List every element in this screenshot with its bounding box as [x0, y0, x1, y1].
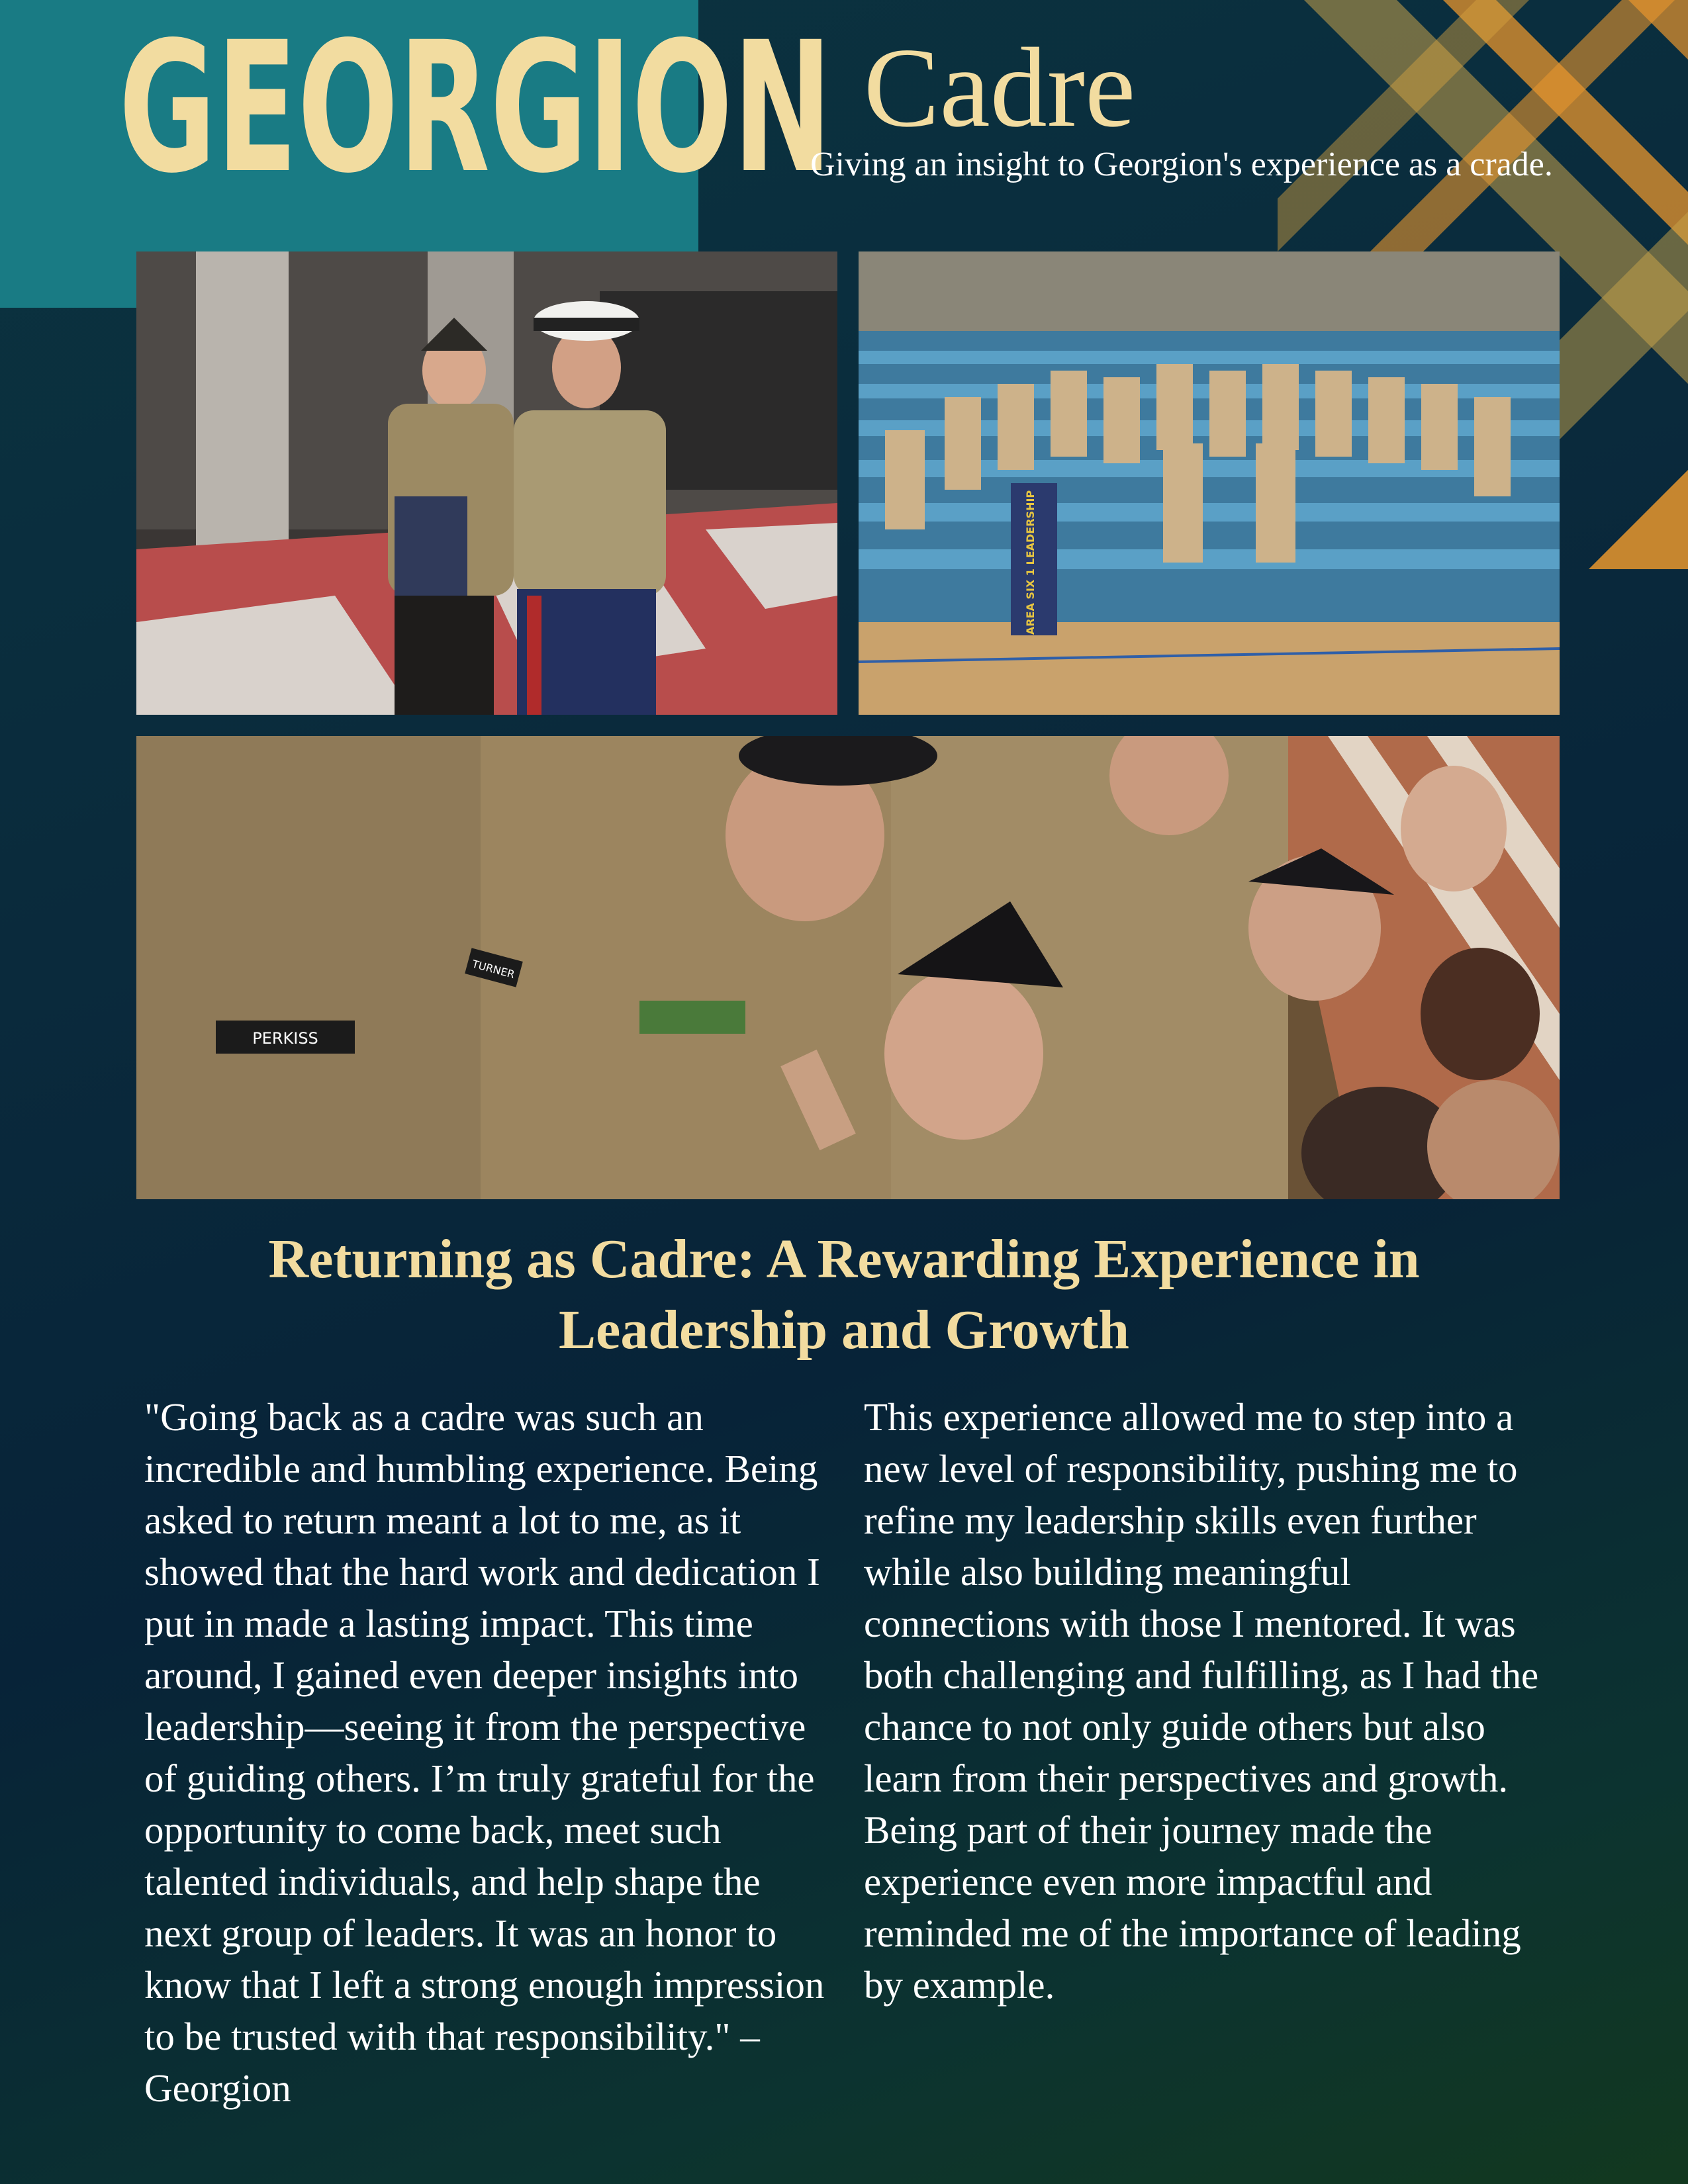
brand-name: GEORGION [118, 4, 833, 213]
flag-text: AREA SIX 1 LEADERSHIP [1024, 490, 1037, 635]
page-subtitle: Giving an insight to Georgion's experience as a crade. [810, 146, 1553, 183]
photo-cadet-with-marine [136, 251, 837, 715]
name-tag-2: TURNER [471, 957, 516, 981]
article-quote-column: "Going back as a cadre was such an incredible and humbling experience. Being asked to return meant a lot to me, as it showed that the hard work and dedication I put in made a lasting impact. This time around, I gained even deeper insights into leadership—seeing it from the perspective of guiding others. I’m truly grateful for the opportunity to come back, meet such talented individuals, and help shape the next group of leaders. It was an honor to know that I left a strong enough impression to be trusted with that responsibility." – Georgion [144, 1395, 825, 2110]
photo-group-with-flag [859, 251, 1560, 715]
name-tag-1: PERKISS [252, 1029, 318, 1048]
article-heading: Returning as Cadre: A Rewarding Experience in Leadership and Growth [268, 1228, 1420, 1361]
article-body-column: This experience allowed me to step into a new level of responsibility, pushing me to refine my leadership skills even further while also building meaningful connections with those I mentored. It was both challenging and fulfilling, as I had the chance to not only guide others but also learn from their perspectives and growth. Being part of their journey made the experience even more impactful and reminded me of the importance of leading by example. [864, 1395, 1539, 2007]
photo-group-selfie [136, 736, 1560, 1199]
page-title: Cadre [863, 25, 1136, 151]
